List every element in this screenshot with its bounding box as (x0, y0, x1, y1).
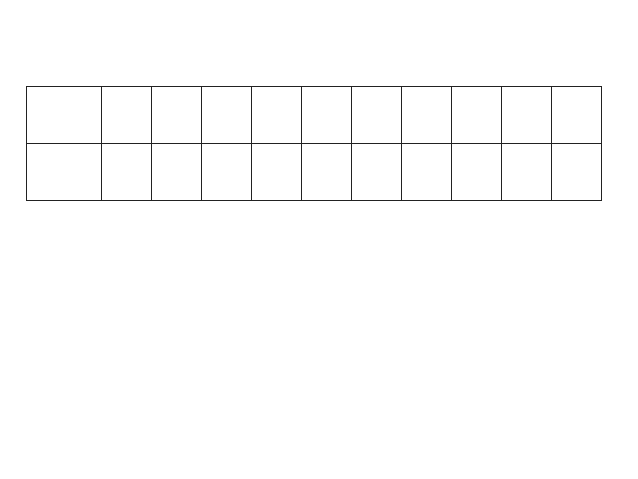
question-2 (11, 448, 17, 470)
